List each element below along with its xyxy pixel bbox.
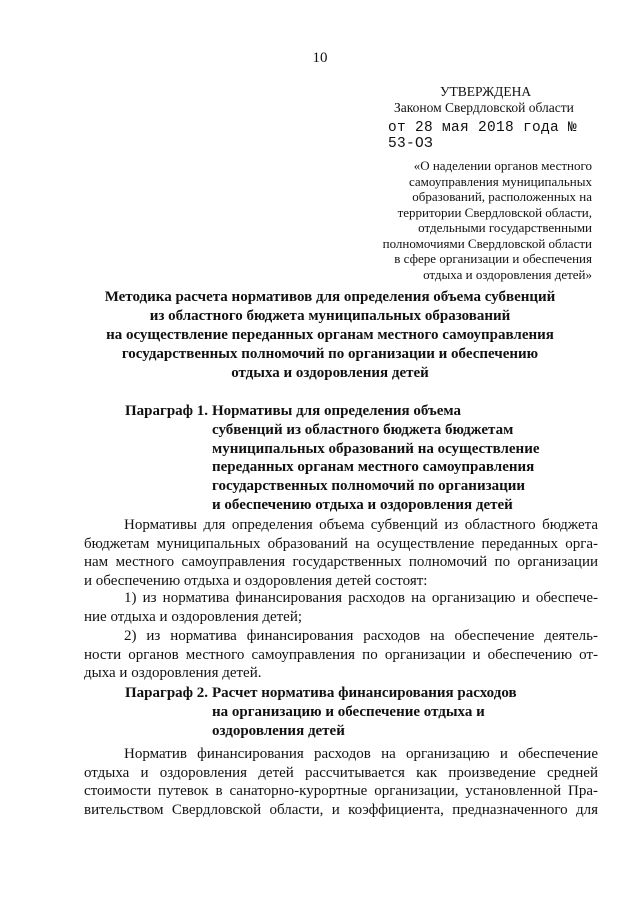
law-subject-line: полномочиями Свердловской области — [382, 235, 592, 251]
paragraph-2-heading — [125, 684, 595, 740]
law-subject-line: отдельными государственными — [418, 220, 592, 235]
text-line: дыха и оздоровления детей. — [84, 665, 262, 682]
text-line: нам местного самоуправления государственных полномочий по организации — [84, 554, 598, 571]
approval-stamp-block — [380, 84, 600, 282]
text-line: ние отдыха и оздоровления детей; — [84, 608, 303, 625]
title-line: государственных полномочий по организации и обеспечению — [121, 346, 539, 362]
heading-line: переданных органам местного самоуправления — [212, 459, 535, 476]
title-line: из областного бюджета муниципальных образований — [149, 308, 511, 324]
heading-line: оздоровления детей — [212, 722, 345, 739]
page-number: 10 — [312, 50, 328, 66]
heading-line: государственных полномочий по организации — [212, 478, 526, 495]
law-subject-line: территории Свердловской области, — [397, 204, 592, 220]
text-line: 1) из норматива финансирования расходов на организацию и обеспече- — [124, 590, 598, 606]
law-reference: Законом Свердловской области — [394, 99, 574, 115]
text-line: бюджетам муниципальных образований на осуществление переданных орга- — [84, 535, 598, 552]
text-line: 2) из норматива финансирования расходов на обеспечение деятель- — [124, 628, 598, 644]
paragraph-1-item-1 — [84, 589, 598, 626]
paragraph-2-label: Параграф 2. — [125, 685, 209, 701]
law-subject — [380, 158, 600, 282]
law-subject-line: в сфере организации и обеспечения — [394, 251, 592, 266]
paragraph-1-intro — [84, 516, 598, 590]
text-line: вительством Свердловской области, и коэффициента, предназначенного для — [84, 801, 598, 818]
law-subject-line: отдыха и оздоровления детей» — [423, 266, 592, 282]
paragraph-1-heading — [125, 402, 595, 515]
text-line: Нормативы для определения объема субвенций из областного бюджета — [124, 517, 598, 533]
text-line: ности органов местного самоуправления по организации и обеспечению от- — [84, 646, 598, 663]
paragraph-2-body — [84, 745, 598, 819]
heading-line: Расчет норматива финансирования расходов — [212, 685, 517, 701]
paragraph-1-label: Параграф 1. — [125, 403, 209, 419]
title-line: Методика расчета нормативов для определения объема субвенций — [104, 289, 556, 305]
law-subject-line: самоуправления муниципальных — [408, 173, 592, 189]
text-line: и обеспечению отдыха и оздоровления детей состоят: — [84, 572, 428, 589]
law-date-number: от 28 мая 2018 года № 53-ОЗ — [388, 120, 578, 152]
heading-line: на организацию и обеспечение отдыха и — [212, 703, 485, 720]
text-line: Норматив финансирования расходов на организацию и обеспечение — [124, 746, 598, 762]
heading-line: Нормативы для определения объема — [212, 403, 462, 419]
document-title — [90, 288, 570, 383]
heading-line: и обеспечению отдыха и оздоровления детей — [212, 496, 513, 513]
paragraph-1-item-2 — [84, 627, 598, 683]
text-line: стоимости путевок в санаторно-курортные организации, установленной Пра- — [84, 783, 598, 800]
approved-label: УТВЕРЖДЕНА — [440, 84, 532, 99]
heading-line: субвенций из областного бюджета бюджетам — [212, 421, 514, 438]
heading-line: муниципальных образований на осуществление — [212, 440, 540, 457]
title-line: на осуществление переданных органам местного самоуправления — [106, 327, 554, 343]
law-subject-line: «О наделении органов местного — [413, 158, 592, 173]
text-line: отдыха и оздоровления детей рассчитывается как произведение средней — [84, 764, 598, 781]
title-line: отдыха и оздоровления детей — [231, 365, 429, 381]
law-subject-line: образований, расположенных на — [412, 189, 592, 204]
